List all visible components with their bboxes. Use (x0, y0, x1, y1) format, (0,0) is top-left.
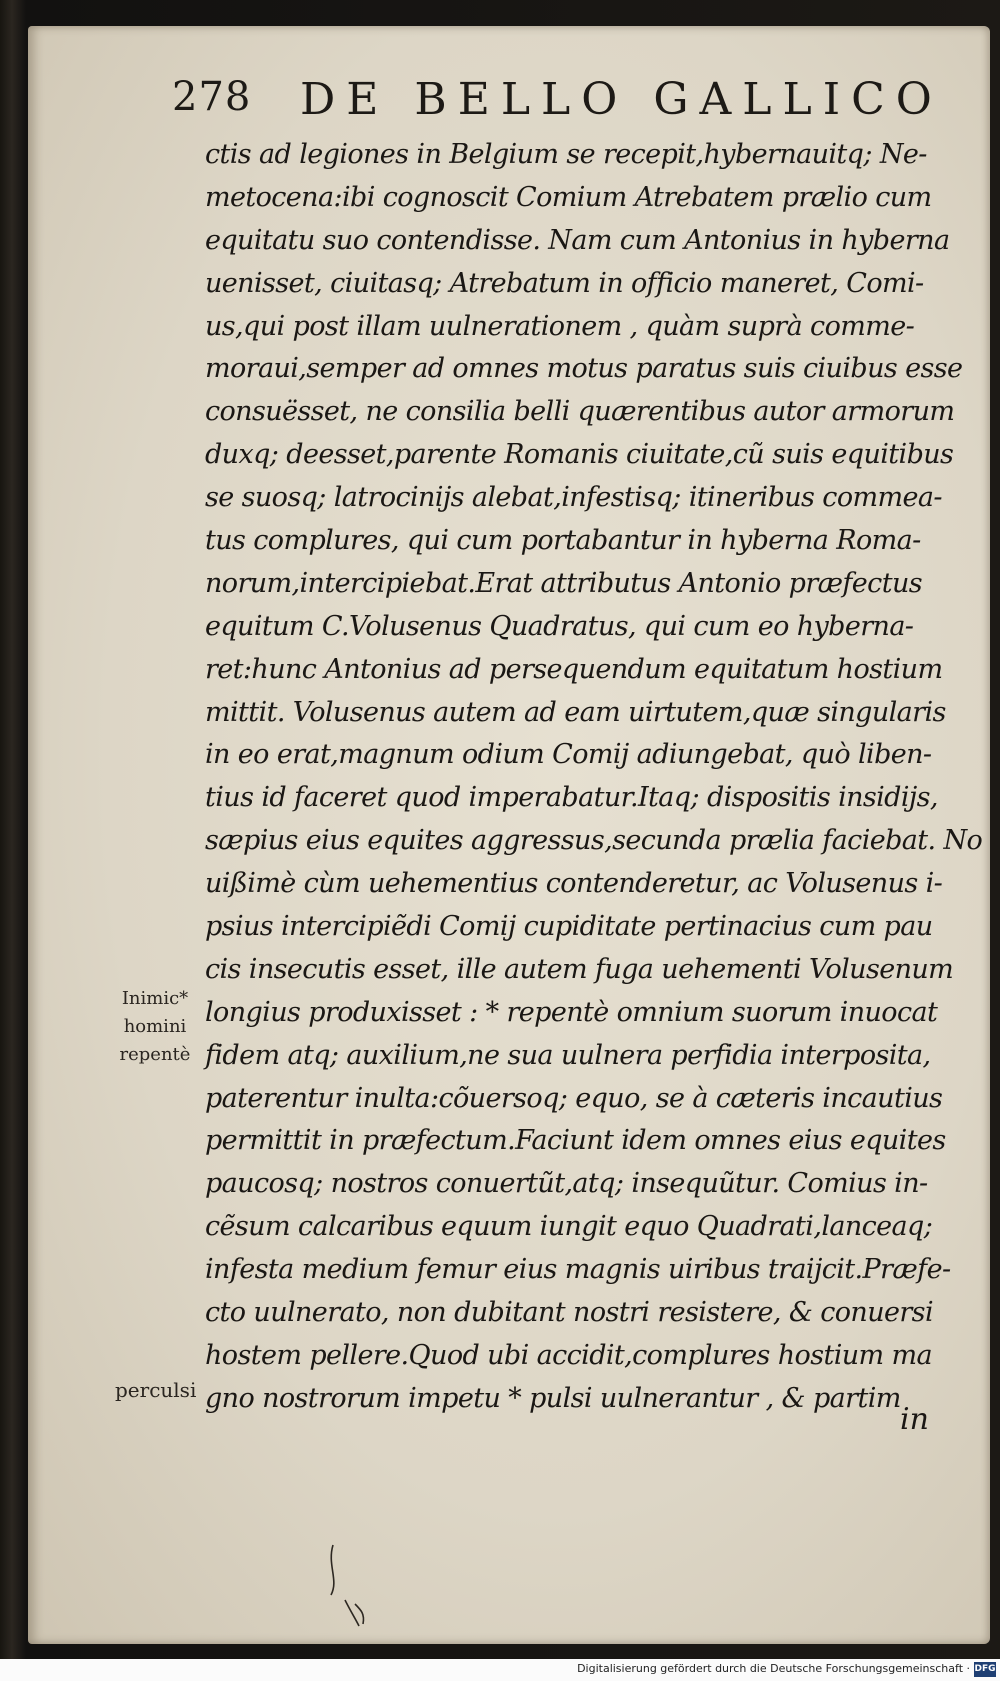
page-number: 278 (172, 74, 252, 120)
text-line: cis insecutis esset, ille autem fuga uehementi Volusenum (205, 953, 954, 985)
text-line: uißimè cùm uehementius contenderetur, ac Volusenus i- (205, 868, 943, 900)
text-line: us,qui post illam uulnerationem , quàm suprà comme- (205, 310, 915, 342)
text-line: cto uulnerato, non dubitant nostri resistere, & conuersi (205, 1297, 933, 1329)
dfg-logo-icon: DFG (974, 1662, 996, 1677)
margin-note-line: repentè (119, 1044, 191, 1065)
digitization-footer (0, 1659, 1000, 1681)
text-line: psius intercipiẽdi Comij cupiditate pertinacius cum pau (205, 911, 933, 943)
text-line: paterentur inulta:cõuersoq; equo, se à cæteris incautius (205, 1082, 943, 1114)
text-line: equitatu suo contendisse. Nam cum Antonius in hyberna (205, 224, 950, 256)
text-line: metocena:ibi cognoscit Comium Atrebatem prælio cum (205, 181, 932, 213)
text-line: permittit in præfectum.Faciunt idem omnes eius equites (205, 1125, 946, 1157)
margin-note-perculsi: perculsi (115, 1378, 197, 1402)
text-line: fidem atq; auxilium,ne sua uulnera perfidia interposita, (205, 1039, 931, 1071)
text-line: moraui,semper ad omnes motus paratus suis ciuibus esse (205, 353, 963, 385)
text-line: consuësset, ne consilia belli quærentibus autor armorum (205, 396, 955, 428)
text-line: ret:hunc Antonius ad persequendum equitatum hostium (205, 653, 943, 685)
text-line: cẽsum calcaribus equum iungit equo Quadrati,lanceaq; (205, 1211, 933, 1243)
text-line: in eo erat,magnum odium Comij adiungebat, quò liben- (205, 739, 932, 771)
text-line: norum,intercipiebat.Erat attributus Antonio præfectus (205, 567, 923, 599)
text-line: longius produxisset : * repentè omnium suorum inuocat (205, 996, 938, 1028)
footer-credit-text: Digitalisierung gefördert durch die Deutsche Forschungsgemeinschaft · (577, 1662, 970, 1675)
text-line: uenisset, ciuitasq; Atrebatum in officio maneret, Comi- (205, 267, 924, 299)
text-line: gno nostrorum impetu * pulsi uulnerantur , & partim (205, 1382, 901, 1414)
text-line: tus complures, qui cum portabantur in hyberna Roma- (205, 525, 921, 557)
text-line: infesta medium femur eius magnis uiribus traijcit.Præfe- (205, 1254, 951, 1286)
text-line: sæpius eius equites aggressus,secunda prælia faciebat. No (205, 825, 983, 857)
text-line: duxq; deesset,parente Romanis ciuitate,cũ suis equitibus (205, 439, 954, 471)
text-line: paucosq; nostros conuertũt,atq; insequũtur. Comius in- (205, 1168, 928, 1200)
running-title: DE BELLO GALLICO (300, 74, 943, 125)
ink-flourish-mark (325, 1540, 385, 1630)
text-line: equitum C.Volusenus Quadratus, qui cum eo hyberna- (205, 610, 914, 642)
page-header (172, 74, 943, 134)
text-line: tius id faceret quod imperabatur.Itaq; dispositis insidijs, (205, 782, 938, 814)
margin-note-line: homini (123, 1016, 187, 1037)
catchword: in (900, 1402, 929, 1437)
margin-note-line: Inimic* (121, 988, 189, 1009)
text-line: hostem pellere.Quod ubi accidit,complures hostium ma (205, 1339, 933, 1371)
margin-note (110, 985, 200, 1069)
text-line: mittit. Volusenus autem ad eam uirtutem,quæ singularis (205, 696, 946, 728)
text-line: ctis ad legiones in Belgium se recepit,hybernauitq; Ne- (205, 139, 927, 170)
text-line: se suosq; latrocinijs alebat,infestisq; itineribus commea- (205, 482, 942, 514)
main-text-block (205, 134, 983, 1421)
